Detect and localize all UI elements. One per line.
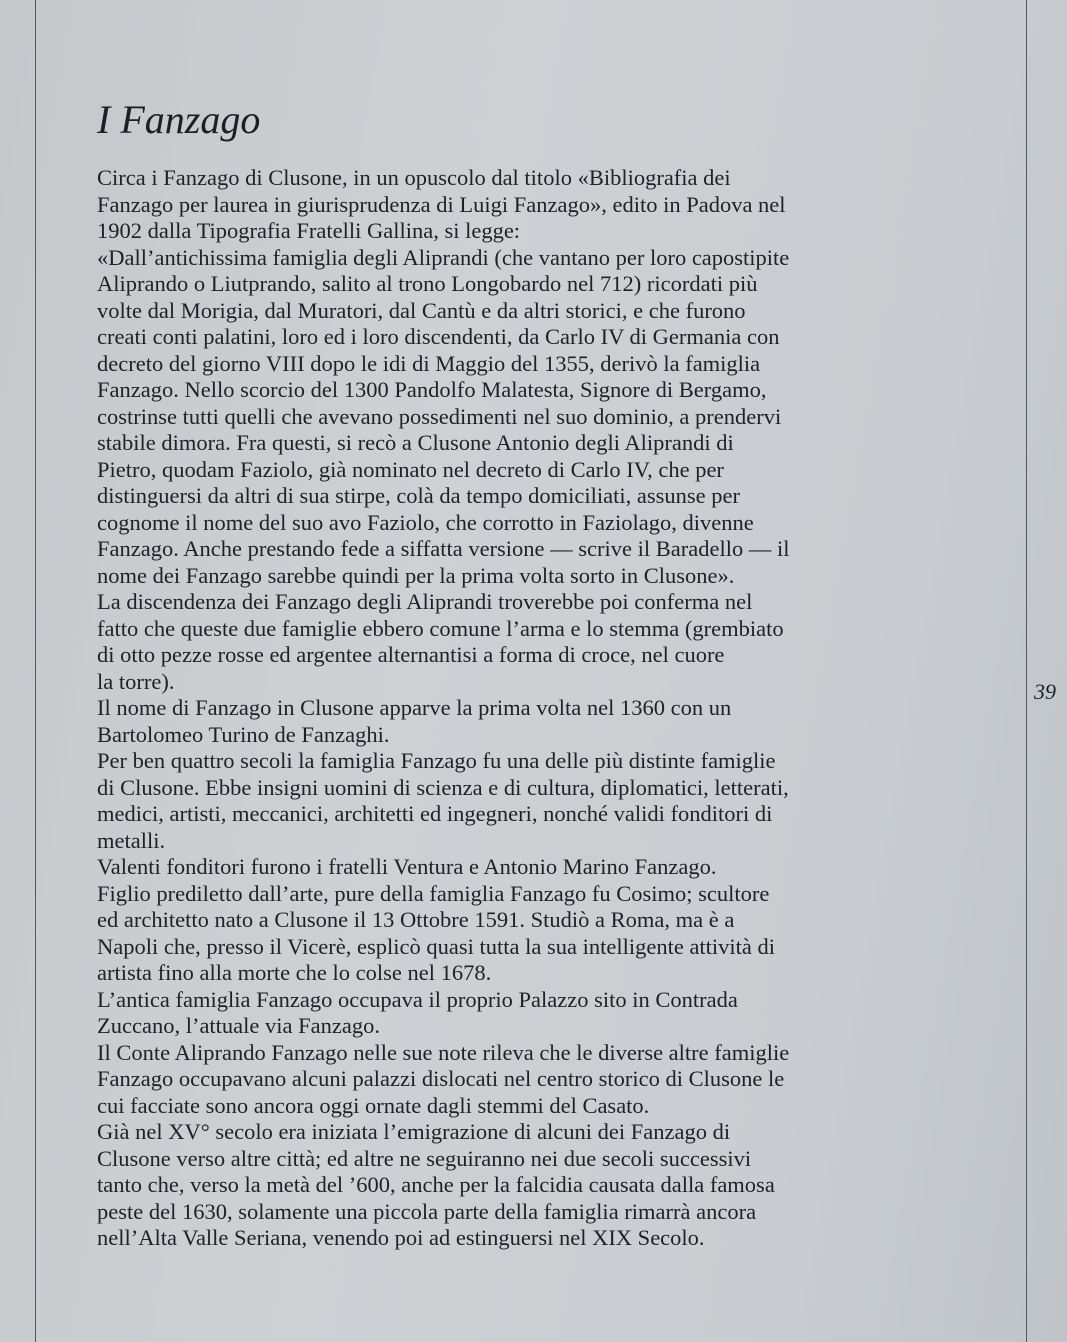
- text-line: Fanzago. Anche prestando fede a siffatta versione — scrive il Baradello — il: [97, 536, 790, 561]
- text-line: «Dall’antichissima famiglia degli Aliprandi (che vantano per loro capostipite: [97, 244, 790, 270]
- text-line: Bartolomeo Turino de Fanzaghi.: [97, 721, 390, 747]
- left-margin-rule: [35, 0, 36, 1342]
- text-line: Il nome di Fanzago in Clusone apparve la prima volta nel 1360 con un: [97, 695, 732, 720]
- body-text: [97, 165, 947, 1252]
- text-line: medici, artisti, meccanici, architetti ed ingegneri, nonché validi fonditori di: [97, 801, 773, 826]
- text-line: cognome il nome del suo avo Faziolo, che corrotto in Faziolago, divenne: [97, 509, 754, 535]
- text-line: la torre).: [97, 668, 175, 694]
- text-line: nome dei Fanzago sarebbe quindi per la prima volta sorto in Clusone».: [97, 562, 735, 588]
- page-title: I Fanzago: [97, 97, 261, 142]
- text-line: decreto del giorno VIII dopo le idi di Maggio del 1355, derivò la famiglia: [97, 350, 761, 376]
- text-line: tanto che, verso la metà del ’600, anche per la falcidia causata dalla famosa: [97, 1172, 775, 1197]
- text-line: Figlio prediletto dall’arte, pure della famiglia Fanzago fu Cosimo; scultore: [97, 880, 770, 906]
- text-line: Già nel XV° secolo era iniziata l’emigrazione di alcuni dei Fanzago di: [97, 1119, 731, 1144]
- text-line: costrinse tutti quelli che avevano possedimenti nel suo dominio, a prendervi: [97, 403, 782, 429]
- text-line: Il Conte Aliprando Fanzago nelle sue note rileva che le diverse altre famiglie: [97, 1039, 790, 1065]
- text-line: cui facciate sono ancora oggi ornate dagli stemmi del Casato.: [97, 1092, 650, 1118]
- text-line: nell’Alta Valle Seriana, venendo poi ad estinguersi nel XIX Secolo.: [97, 1225, 705, 1250]
- text-line: Fanzago per laurea in giurisprudenza di Luigi Fanzago», edito in Padova nel: [97, 191, 786, 217]
- text-line: Pietro, quodam Faziolo, già nominato nel decreto di Carlo IV, che per: [97, 456, 724, 482]
- text-line: stabile dimora. Fra questi, si recò a Clusone Antonio degli Aliprandi di: [97, 430, 734, 455]
- text-line: Valenti fonditori furono i fratelli Ventura e Antonio Marino Fanzago.: [97, 854, 717, 879]
- page-number: 39: [1034, 679, 1056, 704]
- right-margin-rule: [1026, 0, 1027, 1342]
- text-line: metalli.: [97, 827, 166, 853]
- text-line: Aliprando o Liutprando, salito al trono Longobardo nel 712) ricordati più: [97, 271, 758, 296]
- text-line: ed architetto nato a Clusone il 13 Ottobre 1591. Studiò a Roma, ma è a: [97, 907, 735, 932]
- text-line: di otto pezze rosse ed argentee alternantisi a forma di croce, nel cuore: [97, 642, 725, 667]
- text-line: Napoli che, presso il Vicerè, esplicò quasi tutta la sua intelligente attività di: [97, 933, 776, 959]
- text-line: peste del 1630, solamente una piccola parte della famiglia rimarrà ancora: [97, 1198, 757, 1224]
- text-line: volte dal Morigia, dal Muratori, dal Cantù e da altri storici, e che furono: [97, 297, 746, 323]
- text-line: Circa i Fanzago di Clusone, in un opuscolo dal titolo «Bibliografia dei: [97, 165, 731, 190]
- text-line: creati conti palatini, loro ed i loro discendenti, da Carlo IV di Germania con: [97, 324, 780, 349]
- text-line: 1902 dalla Tipografia Fratelli Gallina, si legge:: [97, 218, 521, 243]
- text-line: L’antica famiglia Fanzago occupava il proprio Palazzo sito in Contrada: [97, 986, 738, 1012]
- text-line: di Clusone. Ebbe insigni uomini di scienza e di cultura, diplomatici, letterati,: [97, 774, 789, 800]
- text-line: fatto che queste due famiglie ebbero comune l’arma e lo stemma (grembiato: [97, 615, 784, 641]
- text-line: Per ben quattro secoli la famiglia Fanzago fu una delle più distinte famiglie: [97, 748, 776, 773]
- text-line: distinguersi da altri di sua stirpe, colà da tempo domiciliati, assunse per: [97, 483, 740, 508]
- text-line: Clusone verso altre città; ed altre ne seguiranno nei due secoli successivi: [97, 1145, 752, 1171]
- text-line: Fanzago. Nello scorcio del 1300 Pandolfo Malatesta, Signore di Bergamo,: [97, 377, 767, 402]
- text-line: artista fino alla morte che lo colse nel 1678.: [97, 960, 492, 985]
- text-line: Zuccano, l’attuale via Fanzago.: [97, 1013, 380, 1038]
- text-line: Fanzago occupavano alcuni palazzi dislocati nel centro storico di Clusone le: [97, 1066, 785, 1091]
- text-line: La discendenza dei Fanzago degli Aliprandi troverebbe poi conferma nel: [97, 589, 753, 614]
